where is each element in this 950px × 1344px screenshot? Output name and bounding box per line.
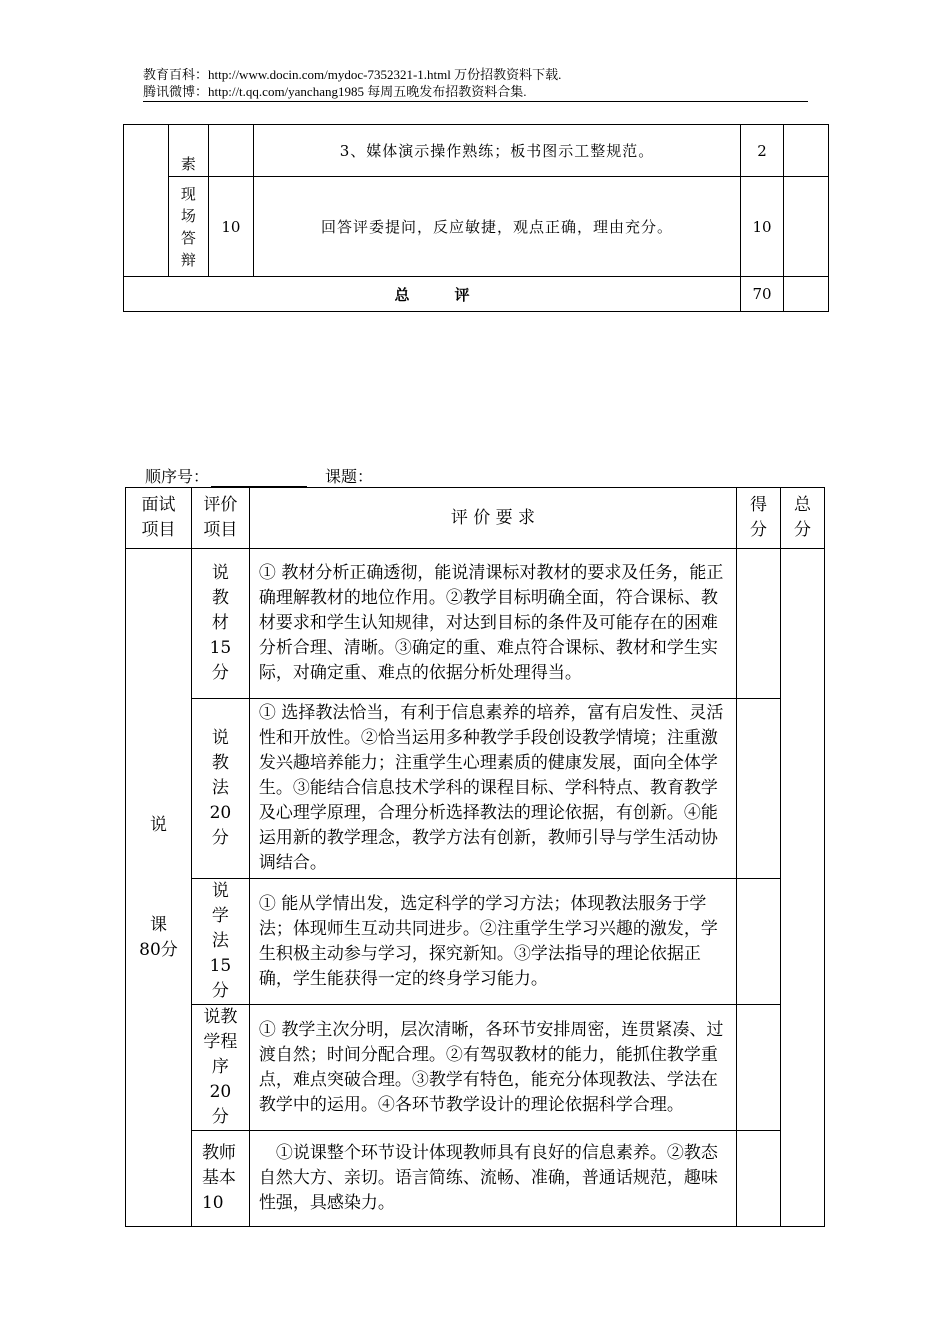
points-cell [208,125,253,177]
total-cell [784,125,829,177]
eval-item-cell: 说教材15分 [191,549,249,699]
form-meta [145,464,373,487]
total-cell [784,177,829,277]
topic-label: 课题： [325,467,374,486]
total-cell [784,277,829,312]
eval-item-cell: 说教学程序20分 [191,1005,249,1131]
requirement-cell: ① 能从学情出发，选定科学的学习方法；体现教法服务于学法；体现师生互动共同进步。②注重学生学习兴趣的激发，学生积极主动参与学习，探究新知。③学法指导的理论依据正确，学生能获得一定的终身学习能力。 [249,879,736,1005]
points-cell: 10 [208,177,253,277]
category-line-3: 80分 [139,939,178,960]
eval-item-cell: 教师基本10 [191,1131,249,1227]
category-line-1: 说 [149,814,167,835]
seq-blank [211,470,307,487]
header-score: 得分 [737,488,781,549]
content-cell: 回答评委提问，反应敏捷，观点正确，理由充分。 [253,177,740,277]
header-line-1: 教育百科：http://www.docin.com/mydoc-7352321-1.html 万份招教资料下载. [143,67,562,82]
total-cell [780,549,824,1227]
score-table-top [123,124,829,312]
document-header [143,66,808,102]
score-cell [737,1131,781,1227]
requirement-cell: ① 教材分析正确透彻，能说清课标对教材的要求及任务，能正确理解教材的地位作用。②教学目标明确全面，符合课标、教材要求和学生认知规律，对达到目标的条件及可能存在的困难分析合理、清晰。③确定的重、难点符合课标、教材和学生实际，对确定重、难点的依据分析处理得当。 [249,549,736,699]
total-label: 总 评 [124,277,741,312]
score-cell: 2 [741,125,784,177]
header-requirements: 评 价 要 求 [249,488,736,549]
eval-item-cell: 说学法15分 [191,879,249,1005]
item-cell: 素 [168,125,208,177]
score-cell [737,549,781,699]
score-cell [737,1005,781,1131]
requirement-cell: ① 选择教法恰当，有利于信息素养的培养，富有启发性、灵活性和开放性。②恰当运用多种教学手段创设教学情境；注重激发兴趣培养能力；注重学生心理素质的健康发展，面向全体学生。③能结合信息技术学科的课程目标、学科特点、教育教学及心理学原理，合理分析选择教法的理论依据，有创新。④能运用新的教学理念，教学方法有创新，教师引导与学生活动协调结合。 [249,699,736,879]
header-interview-item: 面试项目 [126,488,192,549]
eval-item-cell: 说教法20分 [191,699,249,879]
header-line-2: 腾讯微博：http://t.qq.com/yanchang1985 每周五晚发布招教资料合集. [143,84,527,99]
score-table-main [125,487,825,1227]
requirement-cell: ①说课整个环节设计体现教师具有良好的信息素养。②教态自然大方、亲切。语言简练、流畅、准确，普通话规范，趣味性强，具感染力。 [249,1131,736,1227]
item-cell: 现场答辩 [168,177,208,277]
content-cell: 3、媒体演示操作熟练；板书图示工整规范。 [253,125,740,177]
score-cell [737,879,781,1005]
requirement-cell: ① 教学主次分明，层次清晰，各环节安排周密，连贯紧凑、过渡自然；时间分配合理。②有驾驭教材的能力，能抓住教学重点，难点突破合理。③教学有特色，能充分体现教法、学法在教学中的运用。④各环节教学设计的理论依据科学合理。 [249,1005,736,1131]
header-total: 总分 [780,488,824,549]
empty-cell [124,125,169,277]
category-line-2: 课 [149,914,167,935]
header-eval-item: 评价项目 [191,488,249,549]
total-value: 70 [741,277,784,312]
category-cell [126,549,192,1227]
seq-label: 顺序号： [145,467,210,486]
score-cell [737,699,781,879]
score-cell: 10 [741,177,784,277]
